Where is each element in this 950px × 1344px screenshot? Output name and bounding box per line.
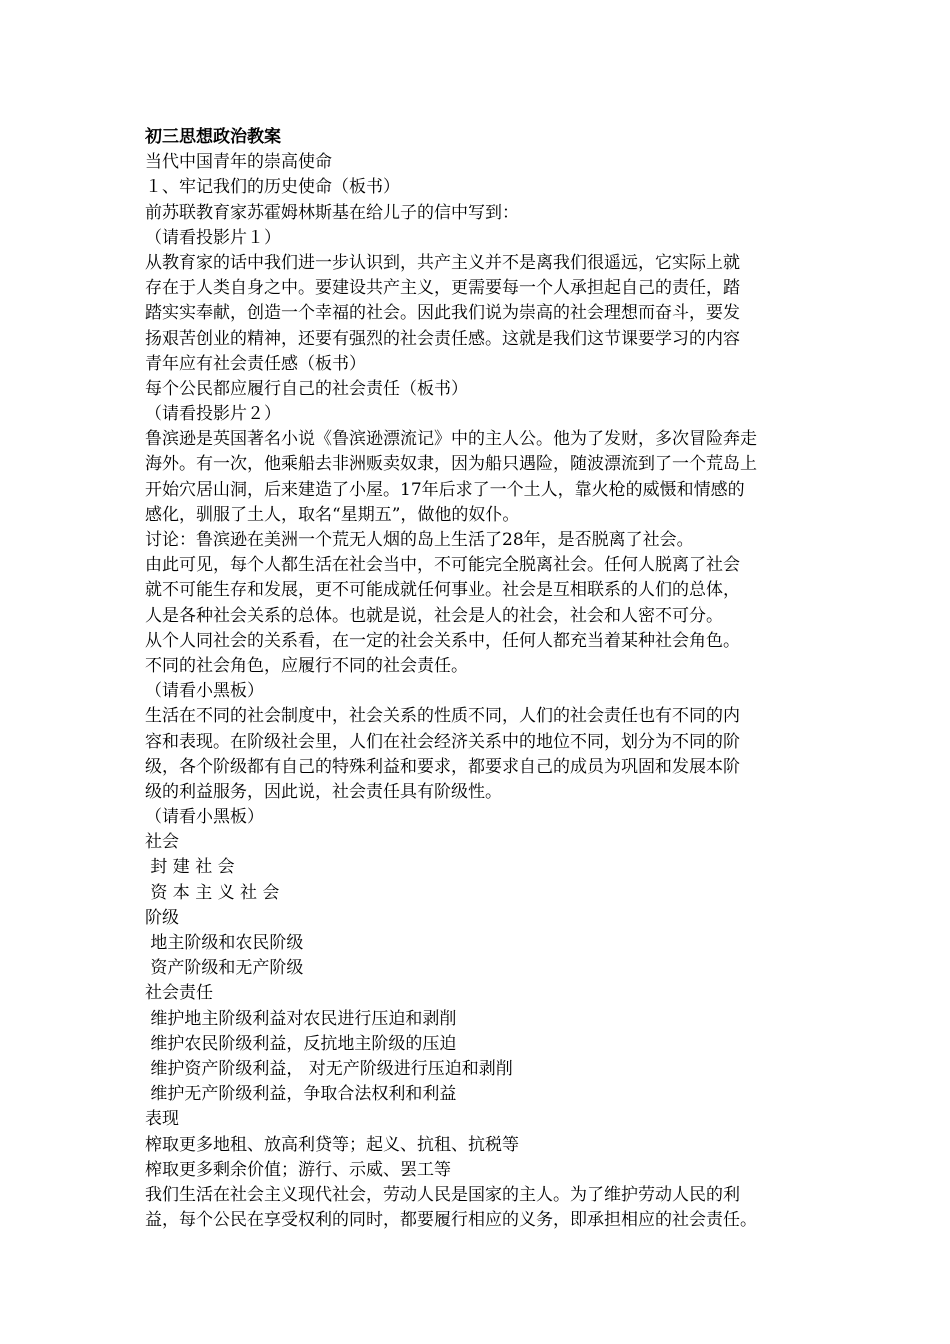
text-line: 人是各种社会关系的总体。也就是说，社会是人的社会，社会和人密不可分。 <box>145 605 723 626</box>
text-line: 存在于人类自身之中。要建设共产主义，更需要每一个人承担起自己的责任，踏 <box>145 278 740 299</box>
text-line: 维护资产阶级利益， 对无产阶级进行压迫和剥削 <box>145 1058 513 1079</box>
text-line: 维护地主阶级利益对农民进行压迫和剥削 <box>145 1008 457 1029</box>
text-line: 容和表现。在阶级社会里，人们在社会经济关系中的地位不同，划分为不同的阶 <box>145 731 740 752</box>
text-line: 每个公民都应履行自己的社会责任（板书） <box>145 378 468 399</box>
text-line: （请看小黑板） <box>145 807 264 828</box>
text-line: 开始穴居山洞，后来建造了小屋。17年后求了一个土人，靠火枪的威慑和情感的 <box>145 479 745 500</box>
text-line: 益，每个公民在享受权利的同时，都要履行相应的义务，即承担相应的社会责任。 <box>145 1210 757 1231</box>
text-line: 级的利益服务，因此说，社会责任具有阶级性。 <box>145 781 502 802</box>
text-line: 从个人同社会的关系看，在一定的社会关系中，任何人都充当着某种社会角色。 <box>145 630 740 651</box>
text-line: 级，各个阶级都有自己的特殊利益和要求，都要求自己的成员为巩固和发展本阶 <box>145 756 740 777</box>
text-line: 榨取更多剩余价值；游行、示威、罢工等 <box>145 1159 451 1180</box>
text-line: 鲁滨逊是英国著名小说《鲁滨逊漂流记》中的主人公。他为了发财，多次冒险奔走 <box>145 429 757 450</box>
text-line: 扬艰苦创业的精神，还要有强烈的社会责任感。这就是我们这节课要学习的内容 <box>145 328 740 349</box>
text-line: 维护无产阶级利益，争取合法权利和利益 <box>145 1084 457 1105</box>
text-line: （请看投影片２） <box>145 404 281 425</box>
text-line: 踏实实奉献，创造一个幸福的社会。因此我们说为崇高的社会理想而奋斗，要发 <box>145 303 740 324</box>
text-line: 地主阶级和农民阶级 <box>145 933 304 953</box>
text-line: 维护农民阶级利益，反抗地主阶级的压迫 <box>145 1033 457 1054</box>
text-line: 不同的社会角色，应履行不同的社会责任。 <box>145 655 468 676</box>
text-line: 封 建 社 会 <box>145 857 235 878</box>
text-line: 由此可见，每个人都生活在社会当中，不可能完全脱离社会。任何人脱离了社会 <box>145 555 740 576</box>
document-title: 初三思想政治教案 <box>145 127 281 147</box>
text-line: 榨取更多地租、放高利贷等；起义、抗租、抗税等 <box>145 1134 519 1155</box>
text-line: 表现 <box>145 1109 179 1130</box>
text-line: （请看投影片１） <box>145 227 281 248</box>
text-line: 社会责任 <box>145 983 213 1004</box>
text-line: 青年应有社会责任感（板书） <box>145 353 366 374</box>
text-line: 资产阶级和无产阶级 <box>145 958 304 979</box>
text-line: 前苏联教育家苏霍姆林斯基在给儿子的信中写到： <box>145 202 519 223</box>
text-line: （请看小黑板） <box>145 681 264 702</box>
document-body <box>145 150 815 1233</box>
document-page <box>145 125 815 1233</box>
text-line: 生活在不同的社会制度中，社会关系的性质不同，人们的社会责任也有不同的内 <box>145 706 740 727</box>
text-line: 从教育家的话中我们进一步认识到，共产主义并不是离我们很遥远，它实际上就 <box>145 252 740 273</box>
text-line: 阶级 <box>145 907 179 928</box>
text-line: 社会 <box>145 832 179 853</box>
text-line: 感化，驯服了土人，取名“星期五”，做他的奴仆。 <box>145 504 520 525</box>
text-line: 我们生活在社会主义现代社会，劳动人民是国家的主人。为了维护劳动人民的利 <box>145 1184 740 1205</box>
text-line: 海外。有一次，他乘船去非洲贩卖奴隶，因为船只遇险，随波漂流到了一个荒岛上 <box>145 454 757 475</box>
text-line: 就不可能生存和发展，更不可能成就任何事业。社会是互相联系的人们的总体， <box>145 580 740 601</box>
text-line: 资 本 主 义 社 会 <box>145 882 280 903</box>
text-line: 讨论：鲁滨逊在美洲一个荒无人烟的岛上生活了28年，是否脱离了社会。 <box>145 530 694 550</box>
text-line: 当代中国青年的崇高使命 <box>145 152 332 173</box>
text-line: １、牢记我们的历史使命（板书） <box>145 177 400 198</box>
